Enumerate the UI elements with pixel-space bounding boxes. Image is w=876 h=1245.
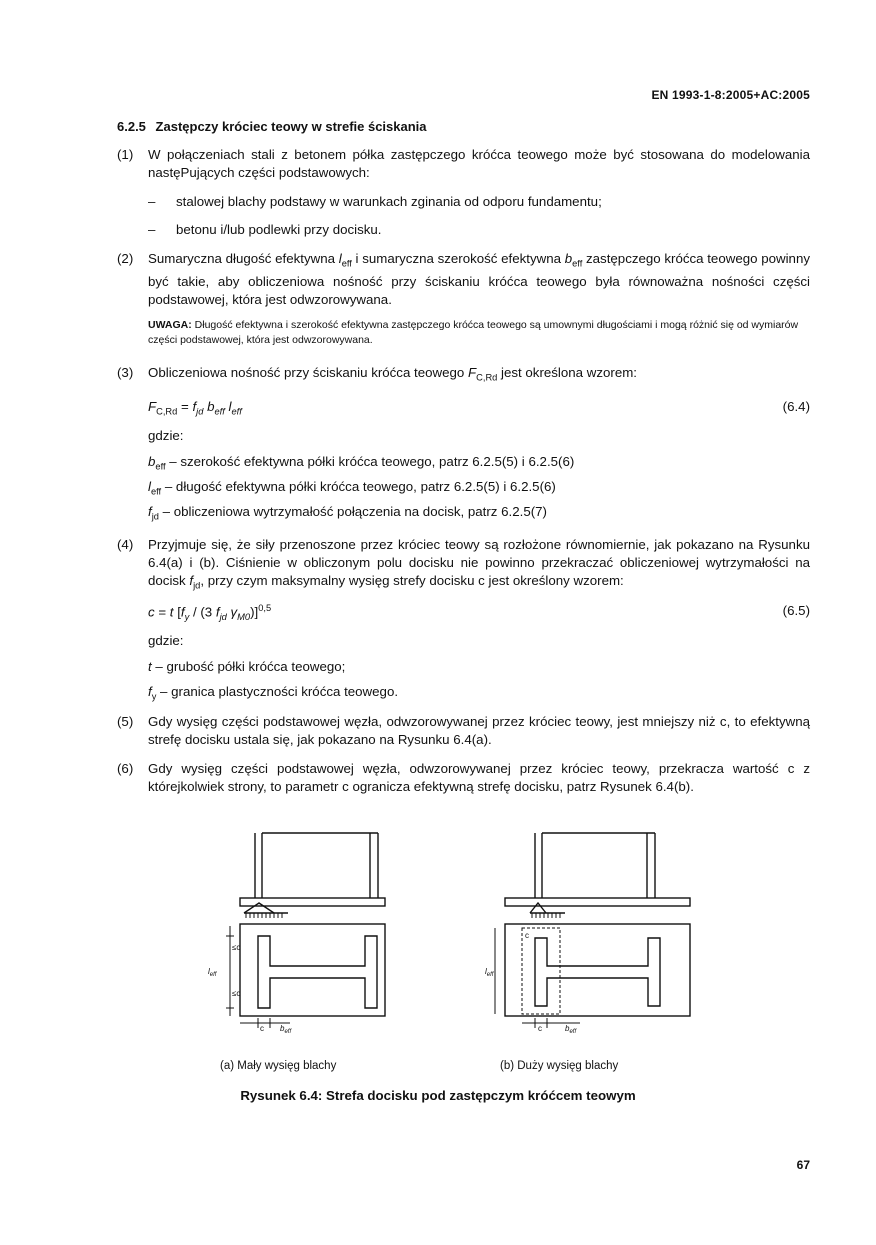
equation-number: (6.4) bbox=[782, 399, 810, 414]
paragraph-number: (3) bbox=[117, 365, 134, 380]
bullet-item: – stalowej blachy podstawy w warunkach zginania od odporu fundamentu; bbox=[148, 194, 602, 209]
paragraph-text: Gdy wysięg części podstawowej węzła, odwzorowywanej przez króciec teowy, jest mniejszy niż c, to efektywną strefę docisku ustala się, jak pokazano na Rysunku 6.4(a). bbox=[148, 714, 810, 747]
definition-t: t – grubość półki króćca teowego; bbox=[148, 659, 346, 674]
paragraph-text: W połączeniach stali z betonem półka zastępczego króćca teowego może być stosowana do modelowania nastęPujących części podstawowych: bbox=[148, 147, 810, 180]
where-label: gdzie: bbox=[148, 428, 184, 443]
label-le-c-bottom: ≤c bbox=[232, 989, 241, 998]
equation-6-4: $F_{C,Rd} = f_{jd}$ $b_{eff}$ $l_{eff}$ bbox=[148, 399, 242, 417]
paragraph-number: (2) bbox=[117, 251, 134, 266]
paragraph-text: Gdy wysięg części podstawowej węzła, odwzorowywanej przez króciec teowy, przekracza wartość c z którejkolwiek strony, to parametr c ogranicza efektywną strefę docisku, patrz Rysunek 6.4(b). bbox=[148, 761, 810, 794]
definition-fy: $f_y$ – granica plastyczności króćca teowego. bbox=[148, 684, 399, 702]
standard-header: EN 1993-1-8:2005+AC:2005 bbox=[651, 88, 810, 102]
section-heading bbox=[117, 119, 427, 134]
paragraph-number: (1) bbox=[117, 147, 134, 162]
page-number: 67 bbox=[796, 1158, 810, 1172]
label-c-b-top: c bbox=[525, 931, 529, 940]
paragraph-5 bbox=[117, 713, 810, 753]
bullet-text: stalowej blachy podstawy w warunkach zginania od odporu fundamentu; bbox=[176, 194, 602, 209]
caption-b: (b) Duży wysięg blachy bbox=[500, 1060, 619, 1072]
definition-leff: $l_{eff}$ – długość efektywna półki króćca teowego, patrz 6.2.5(5) i 6.2.5(6) bbox=[148, 479, 556, 497]
equation-number: (6.5) bbox=[782, 603, 810, 618]
bullet-text: betonu i/lub podlewki przy docisku. bbox=[176, 222, 382, 237]
elevation-b bbox=[505, 833, 690, 918]
label-c-b-left: c bbox=[538, 1024, 542, 1033]
label-beff-a: $b_{eff}$ bbox=[280, 1024, 292, 1033]
paragraph-1 bbox=[117, 146, 810, 186]
note bbox=[148, 318, 810, 348]
paragraph-6 bbox=[117, 760, 810, 800]
paragraph-text: Obliczeniowa nośność przy ściskaniu króćca teowego $F_{C,Rd}$ jest określona wzorem: bbox=[148, 365, 637, 383]
paragraph-text: Przyjmuje się, że siły przenoszone przez króciec teowy są rozłożone równomiernie, jak pokazano na Rysunku 6.4(a) i (b). Ciśnienie w obliczonym polu docisku nie powinno przekraczać obliczeniowej wytrzymałości na docisk $f_{jd}$, przy czym maksymalny wysięg strefy docisku c jest określony wzorem: bbox=[148, 537, 810, 591]
paragraph-number: (4) bbox=[117, 537, 134, 552]
elevation-a bbox=[240, 833, 385, 918]
definition-beff: $b_{eff}$ – szerokość efektywna półki króćca teowego, patrz 6.2.5(5) i 6.2.5(6) bbox=[148, 454, 575, 472]
paragraph-number: (6) bbox=[117, 761, 134, 776]
label-beff-b: $b_{eff}$ bbox=[565, 1024, 577, 1033]
definition-fjd: $f_{jd}$ – obliczeniowa wytrzymałość połączenia na docisk, patrz 6.2.5(7) bbox=[148, 504, 547, 522]
label-c-a: c bbox=[260, 1024, 264, 1033]
note-text: Długość efektywna i szerokość efektywna zastępczego króćca teowego są umownymi długościami i mogą różnić się od wymiarów części podstawowej, która jest odwzorowywana. bbox=[148, 319, 799, 346]
bullet-item: – betonu i/lub podlewki przy docisku. bbox=[148, 222, 382, 237]
label-leff-a: $l_{eff}$ bbox=[208, 967, 217, 978]
paragraph-2 bbox=[117, 250, 810, 306]
label-leff-b: $l_{eff}$ bbox=[485, 967, 494, 978]
section-title: Zastępczy króciec teowy w strefie ściskania bbox=[155, 119, 427, 134]
figure-title: Rysunek 6.4: Strefa docisku pod zastępczym króćcem teowym bbox=[240, 1088, 636, 1103]
note-label: UWAGA: bbox=[148, 319, 192, 331]
plan-a bbox=[226, 924, 385, 1028]
equation-6-5: c = t [$f_y / (3$ $f_{jd}$ $\gamma_{M0})]^{0,5}$ bbox=[148, 603, 272, 623]
paragraph-3 bbox=[117, 364, 810, 384]
where-label: gdzie: bbox=[148, 633, 184, 648]
caption-a: (a) Mały wysięg blachy bbox=[220, 1060, 337, 1072]
paragraph-4 bbox=[117, 536, 810, 592]
paragraph-text: Sumaryczna długość efektywna $l_{eff}$ i sumaryczna szerokość efektywna $b_{eff}$ zastępczego króćca teowego powinny być takie, aby obliczeniowa nośność przy ściskaniu króćca teowego była równoważna nośności części podstawowej, która jest odwzorowywana. bbox=[148, 251, 811, 307]
figure-6-4-diagram bbox=[200, 818, 720, 1033]
section-number: 6.2.5 bbox=[117, 119, 146, 134]
paragraph-number: (5) bbox=[117, 714, 134, 729]
label-le-c-top: ≤c bbox=[232, 943, 241, 952]
